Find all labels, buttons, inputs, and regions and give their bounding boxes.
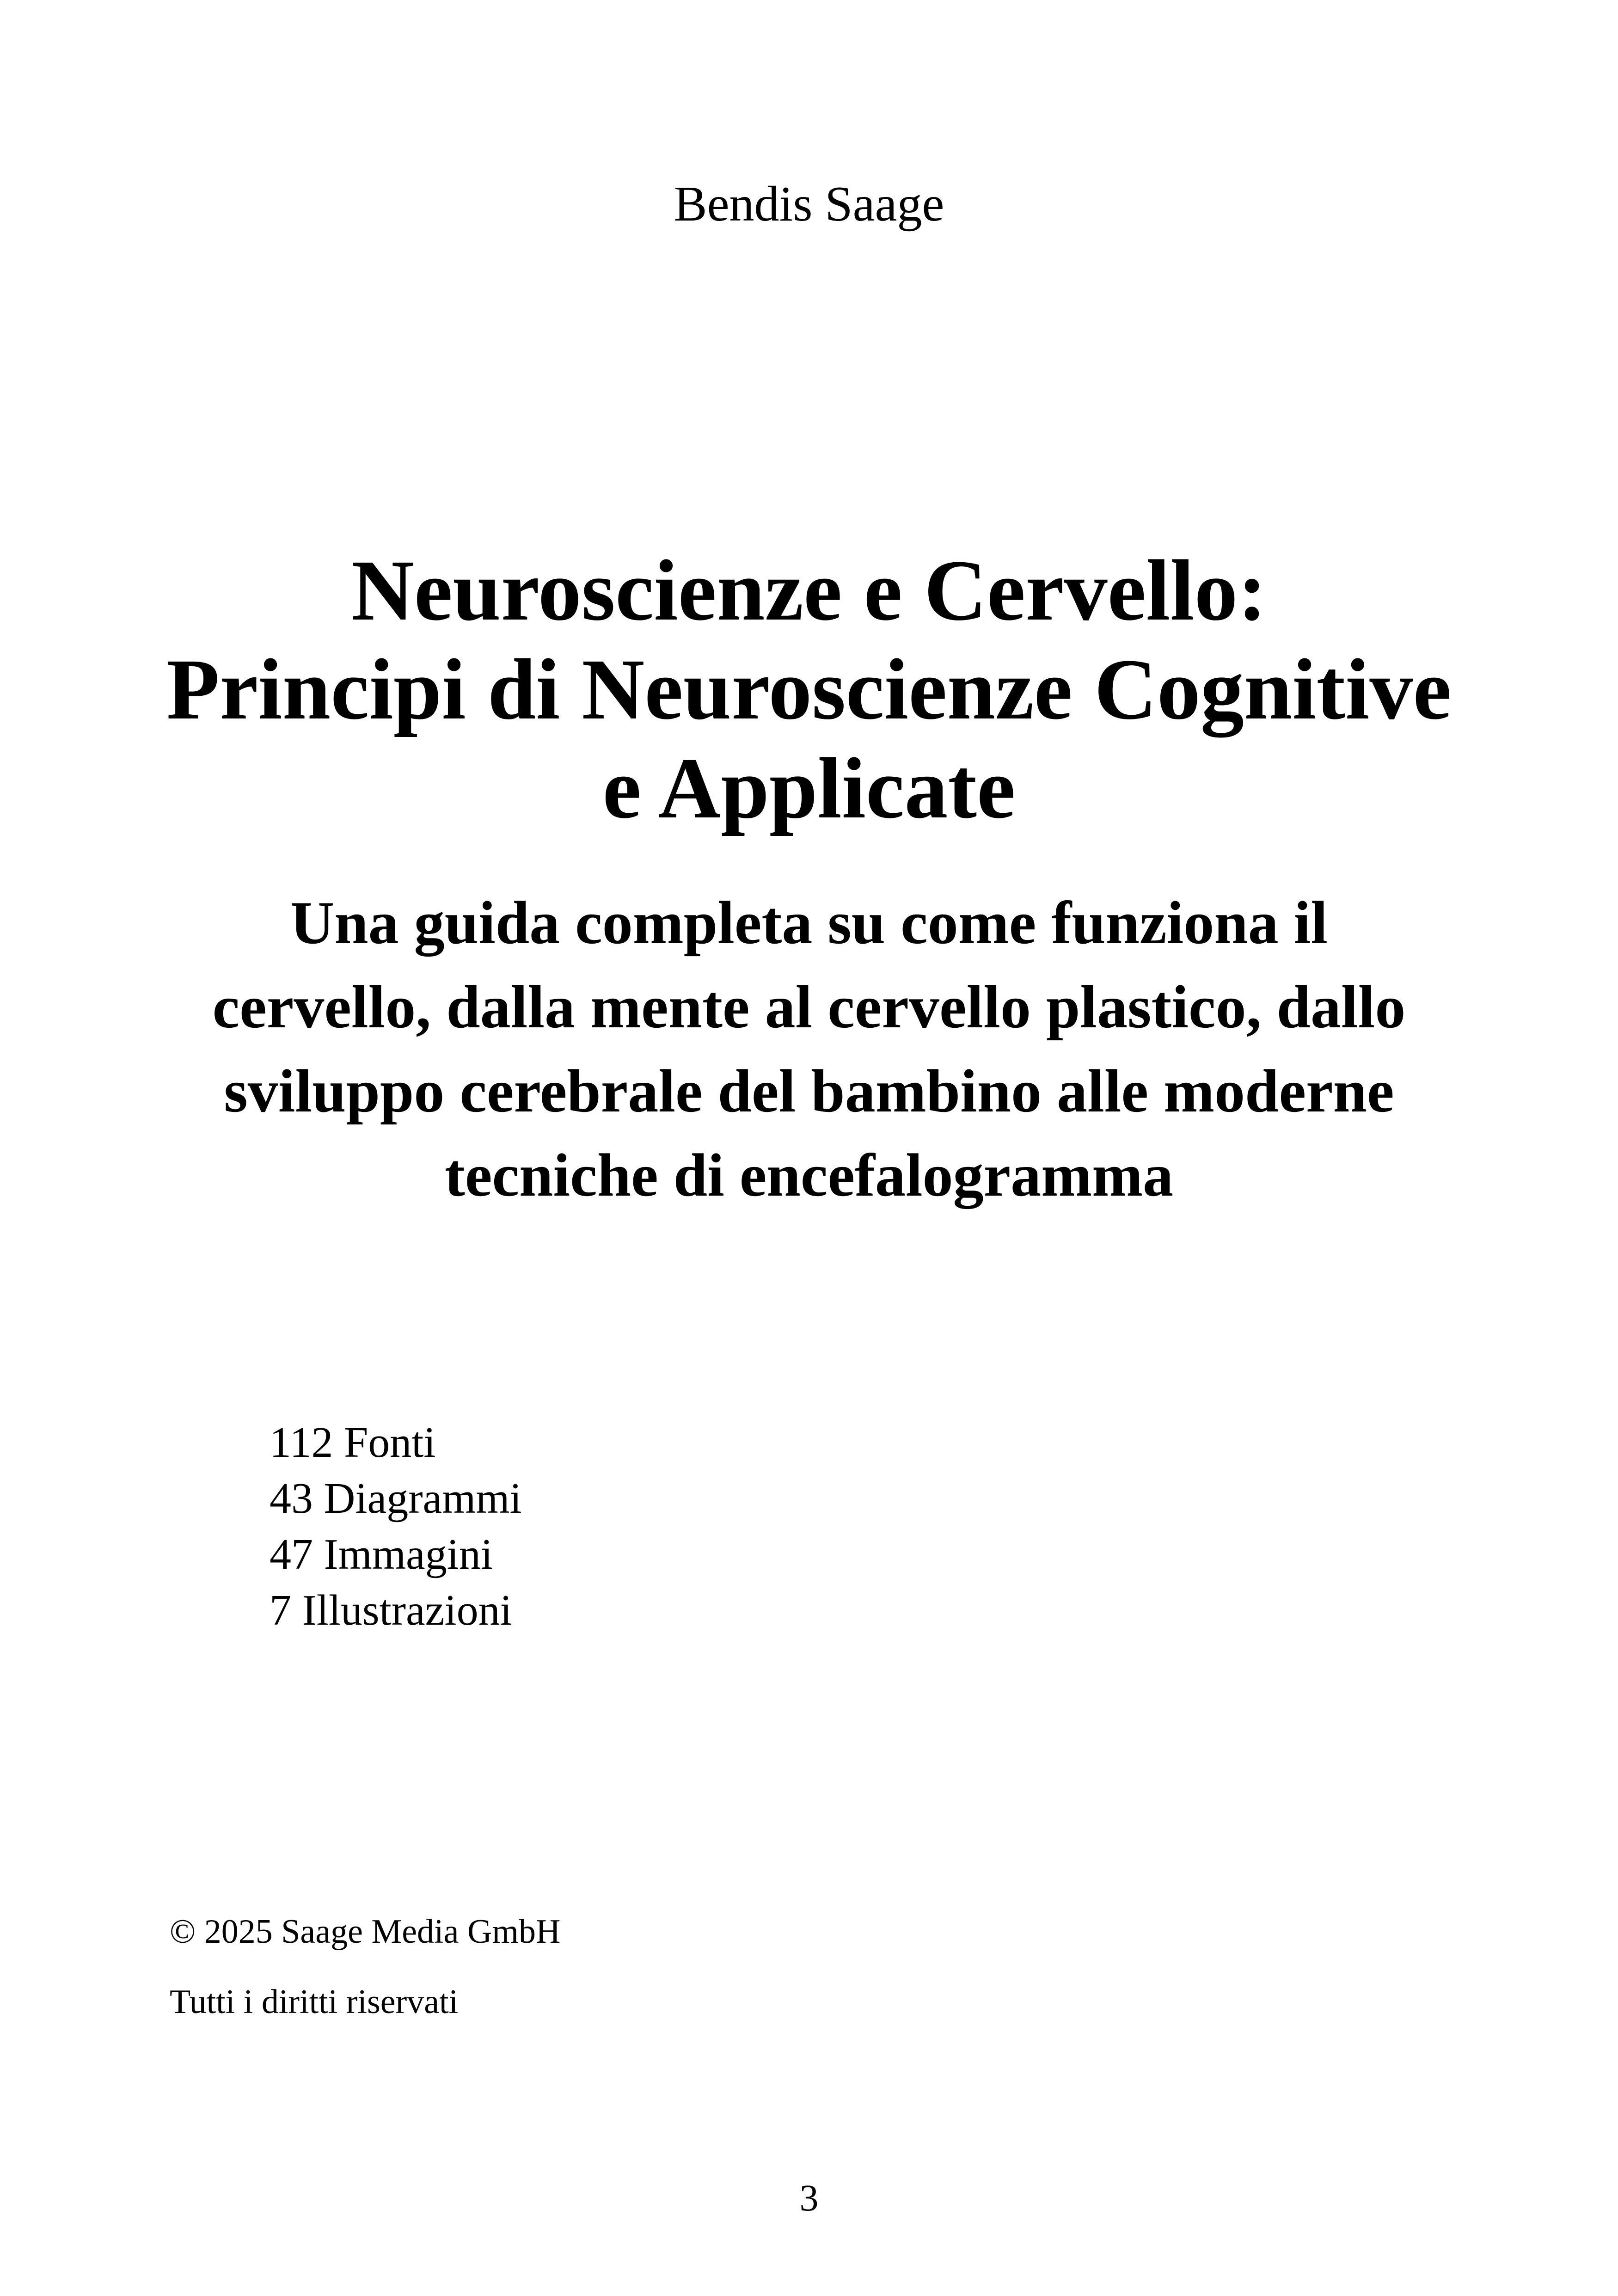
book-subtitle-line: tecniche di encefalogramma (444, 1141, 1174, 1209)
book-title-line: Principi di Neuroscienze Cognitive (166, 641, 1452, 737)
page-number: 3 (799, 2177, 819, 2219)
book-subtitle (139, 881, 1479, 1217)
book-subtitle-line: cervello, dalla mente al cervello plastico, dallo (212, 973, 1406, 1041)
stat-illustrations: 7 Illustrazioni (270, 1586, 512, 1634)
stat-images: 47 Immagini (270, 1530, 493, 1578)
rights-notice: Tutti i diritti riservati (170, 1983, 459, 2021)
author-name: Bendis Saage (674, 177, 944, 232)
book-title (116, 541, 1502, 838)
book-title-line: e Applicate (602, 740, 1016, 836)
stat-diagrams: 43 Diagrammi (270, 1474, 522, 1522)
book-subtitle-line: sviluppo cerebrale del bambino alle moderne (224, 1057, 1394, 1125)
content-stats-list (270, 1415, 963, 1639)
book-subtitle-line: Una guida completa su come funziona il (290, 889, 1328, 957)
copyright-notice: © 2025 Saage Media GmbH (170, 1913, 561, 1951)
book-title-line: Neuroscienze e Cervello: (351, 542, 1267, 638)
stat-sources: 112 Fonti (270, 1418, 436, 1467)
